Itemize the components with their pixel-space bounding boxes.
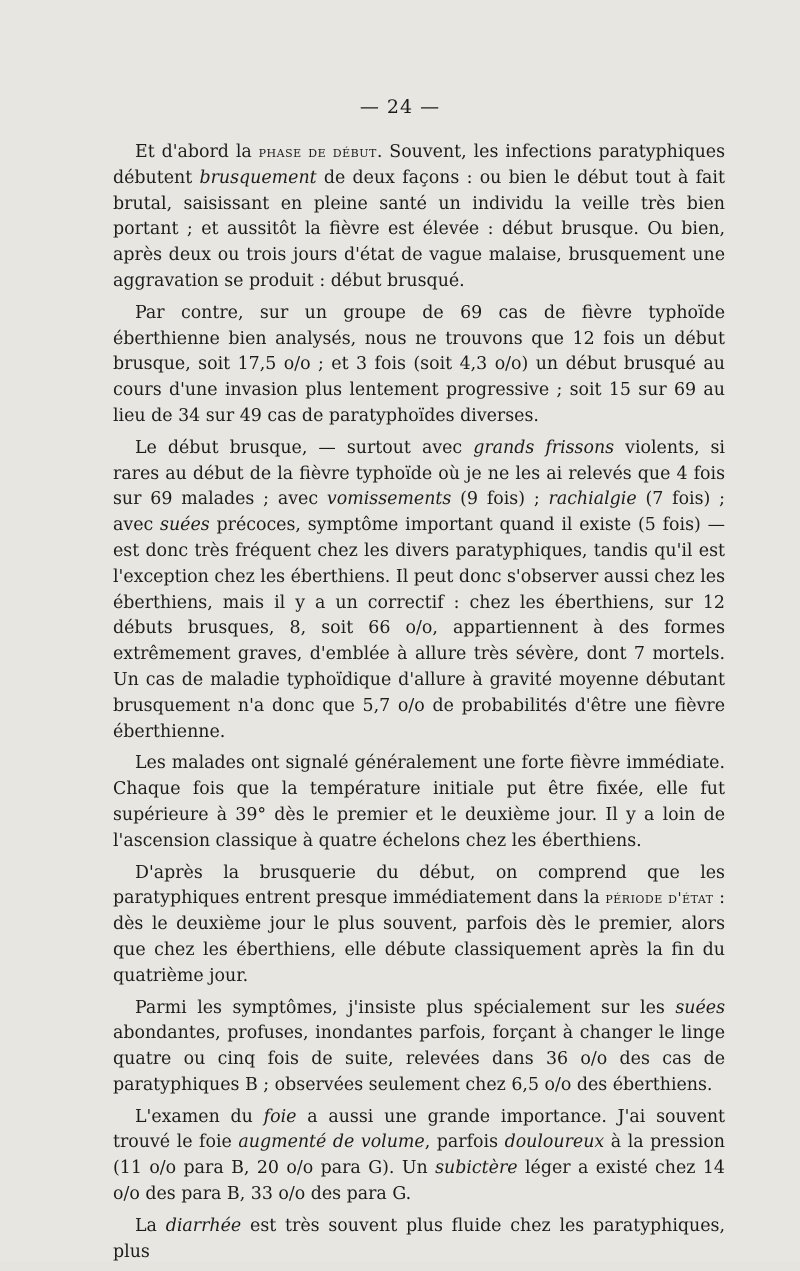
paragraph-2: Par contre, sur un groupe de 69 cas de fièvre typhoïde éberthienne bien analysés, nous ne trouvons que 12 fois un début brusque, soit 17,5 o/o ; et 3 fois (soit 4,3 o/o) un début brusqué au cours d'une invasion plus lentement progressive ; soit 15 sur 69 au lieu de 34 sur 49 cas de paratyphoïdes diverses.	[113, 302, 725, 426]
text-run: . Souvent, les infections paratyphiques débutent	[113, 142, 725, 188]
emphasis: vomissements	[326, 489, 452, 510]
section-term: phase de début	[258, 143, 377, 161]
text-run: D'après la brusquerie du début, on comprend que les paratyphiques entrent presque immédiatement dans la	[113, 862, 725, 909]
text-run: (9 fois) ;	[451, 489, 549, 510]
text-run: abondantes, profuses, inondantes parfois, forçant à changer le linge quatre ou cinq fois de suite, relevées dans 36 o/o des cas de paratyphiques B ; observées seulement chez 6,5 o/o des éberthiens.	[113, 1023, 725, 1095]
paragraph-5	[113, 861, 725, 990]
text-run: La	[135, 1215, 166, 1236]
emphasis: suées	[675, 997, 725, 1018]
emphasis: subictère	[435, 1158, 518, 1179]
paragraph-1	[113, 140, 725, 295]
emphasis: augmenté de volume	[238, 1132, 425, 1153]
text-run: Le début brusque, — surtout avec	[135, 437, 474, 458]
text-run: est très souvent plus fluide chez les paratyphiques, plus	[113, 1215, 726, 1262]
text-run: de deux façons : ou bien le début tout à fait brutal, saisissant en pleine santé un individu la veille très bien portant ; et aussitôt la fièvre est élevée : début brusque. Ou bien, après deux ou trois jours d'état de vague malaise, brusquement une aggravation se produit : début brusqué.	[113, 167, 725, 291]
emphasis: rachialgie	[548, 489, 637, 510]
body-text	[113, 140, 725, 1271]
text-run: léger a existé chez 14 o/o des para B, 33 o/o des para G.	[113, 1158, 725, 1205]
text-run: précoces, symptôme important quand il existe (5 fois) — est donc très fréquent chez les divers paratyphiques, tandis qu'il est l'exception chez les éberthiens. Il peut donc s'observer aussi chez les éberthiens, mais il y a un correctif : chez les éberthiens, sur 12 débuts brusques, 8, soit 66 o/o, appartiennent à des formes extrêmement graves, d'emblée à allure très sévère, dont 7 mortels. Un cas de maladie typhoïdique d'allure à gravité moyenne débutant brusquement n'a donc que 5,7 o/o de probabilités d'être une fièvre éberthienne.	[113, 515, 726, 742]
emphasis: brusquement	[199, 167, 317, 188]
text-run: Parmi les symptômes, j'insiste plus spécialement sur les	[135, 997, 676, 1018]
text-run: (7 fois) ; avec	[113, 489, 725, 536]
paragraph-4: Les malades ont signalé généralement une forte fièvre immédiate. Chaque fois que la température initiale put être fixée, elle fut supérieure à 39° dès le premier et le deuxième jour. Il y a loin de l'ascension classique à quatre échelons chez les éberthiens.	[113, 753, 725, 851]
emphasis: foie	[263, 1106, 297, 1127]
emphasis: douloureux	[504, 1132, 605, 1153]
text-run: : dès le deuxième jour le plus souvent, parfois dès le premier, alors que chez les éberthiens, elle débute classiquement après la fin du quatrième jour.	[113, 888, 725, 986]
emphasis: grands frissons	[473, 437, 615, 458]
paragraph-8	[113, 1214, 725, 1266]
text-run: violents, si rares au début de la fièvre typhoïde où je ne les ai relevés que 4 fois sur 69 malades ; avec	[113, 437, 725, 510]
text-run: à la pression (11 o/o para B, 20 o/o para G). Un	[113, 1132, 725, 1179]
paragraph-3	[113, 436, 725, 746]
text-run: L'examen du	[135, 1106, 264, 1127]
emphasis: suées	[160, 515, 210, 536]
section-term: période d'état	[605, 889, 714, 908]
page-number: — 24 —	[359, 96, 441, 118]
text-run: a aussi une grande importance. J'ai souvent trouvé le foie	[113, 1106, 726, 1153]
paragraph-7	[113, 1105, 725, 1208]
text-run: , parfois	[424, 1132, 505, 1153]
paragraph-6	[113, 996, 725, 1099]
emphasis: diarrhée	[165, 1215, 242, 1236]
text-run: Et d'abord la	[135, 142, 259, 162]
